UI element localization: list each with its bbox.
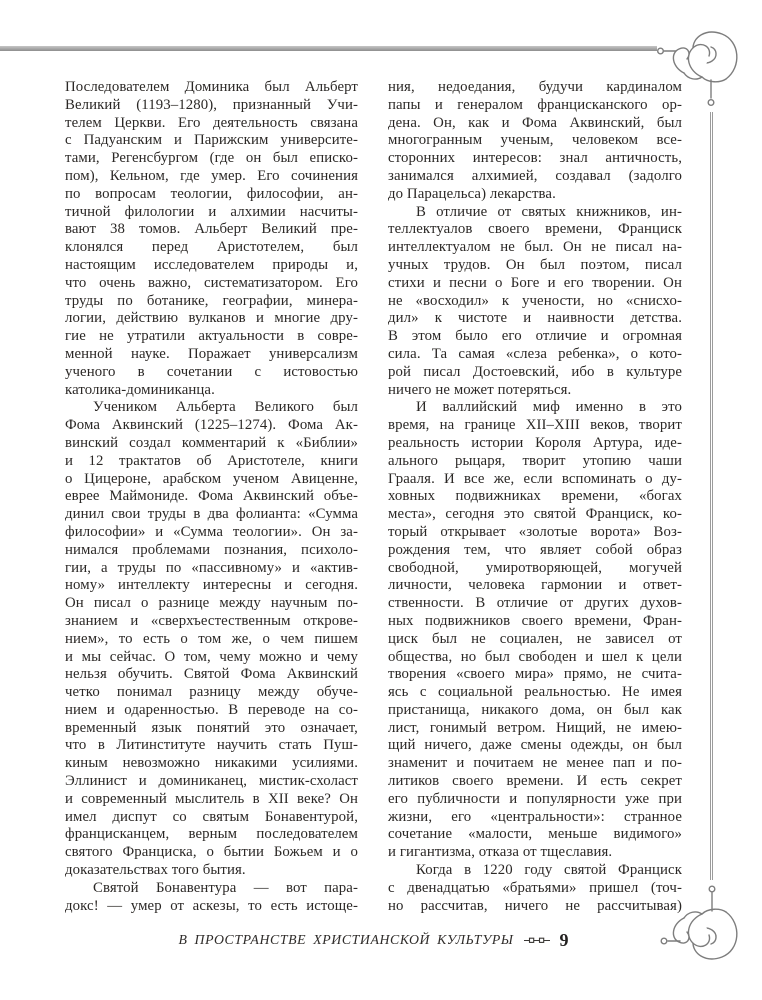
text-line: стихи и песни о Боге и его творении. Он: [388, 274, 682, 291]
text-line: что в Литинституте научить стать Пуш-: [65, 737, 358, 754]
text-line: с двенадцатью «братьями» пришел (точ-: [388, 879, 682, 896]
text-line: лист, гонимый ветром. Нищий, не имею-: [388, 719, 682, 736]
text-line: не «восходил» к учености, но «снисхо-: [388, 292, 682, 309]
text-line: труды по ботанике, географии, минера-: [65, 292, 358, 309]
text-line: Когда в 1220 году святой Франциск: [416, 862, 682, 879]
text-line: ничего не может потеряться.: [388, 381, 572, 398]
text-column-right: [388, 79, 682, 915]
text-line: и мы сейчас. О том, чему можно и чему: [65, 648, 358, 665]
text-line: творения «своего мира» прямо, не счита-: [388, 666, 682, 683]
text-line: клонялся перед Аристотелем, был: [65, 239, 358, 256]
text-line: киным невозможно никакими усилиями.: [65, 755, 358, 772]
text-line: ных подвижников своего времени, Фран-: [388, 612, 682, 629]
text-line: знаменит и почитаем не менее пап и по-: [388, 755, 682, 772]
text-line: занимался алхимией, создавал (задолго: [388, 167, 682, 184]
text-line: до Парацельса) лекарства.: [388, 185, 556, 202]
text-line: четко понимал разницу между обуче-: [65, 684, 358, 701]
text-line: Великий (1193–1280), признанный Учи-: [65, 96, 358, 113]
text-line: логии, действию вулканов и многие дру-: [65, 310, 358, 327]
text-line: время, на границе XII–XIII веков, творит: [388, 417, 682, 434]
text-line: нимался проблемами познания, психоло-: [65, 541, 358, 558]
text-line: и современный мыслитель в XII веке? Он: [65, 790, 358, 807]
text-line: нием и одаренностью. В переводе на со-: [65, 701, 358, 718]
text-line: Он писал о разнице между научным по-: [65, 595, 358, 612]
text-line: литиков своего времени. И есть секрет: [388, 773, 682, 790]
text-line: жизни, его «центральности»: странное: [388, 808, 682, 825]
text-line: тами, Регенсбургом (где он был еписко-: [65, 150, 358, 167]
text-line: о Цицероне, арабском ученом Авиценне,: [65, 470, 358, 487]
text-line: общества, но был свободен и шел к цели: [388, 648, 682, 665]
page-number: 9: [559, 929, 569, 950]
text-line: но рассчитав, ничего не рассчитывая): [388, 897, 682, 914]
text-line: ховных подвижниках времени, «богах: [388, 488, 682, 505]
text-line: циск был не социален, не зависел от: [388, 630, 682, 647]
footer: [65, 927, 682, 953]
text-line: И валлийский миф именно в это: [416, 399, 682, 416]
text-line: гии, а труды по «пассивному» и «актив-: [65, 559, 358, 576]
text-line: и гигантизма, отказа от тщеславия.: [388, 844, 613, 861]
text-line: философии» и «Сумма теологии». Он за-: [65, 523, 358, 540]
text-line: что очень важно, систематизатором. Его: [65, 274, 358, 291]
text-line: Эллинист и доминиканец, мистик-схоласт: [65, 773, 358, 790]
text-line: ному» интеллекту интересны и сегодня.: [65, 577, 358, 594]
text-line: сторонних интересов: знал античность,: [388, 150, 682, 167]
text-line: телем Церкви. Его деятельность связана: [65, 114, 358, 131]
text-line: настоящим исследователем природы и,: [65, 256, 358, 273]
text-line: католика-доминиканца.: [65, 381, 215, 398]
text-line: и 12 трактатов об Аристотеле, книги: [65, 452, 358, 469]
text-line: менной науке. Поражает универсализм: [65, 345, 358, 362]
text-line: Святой Бонавентура — вот пара-: [93, 879, 358, 896]
text-line: Грааля. И все же, если вспоминать о ду-: [388, 470, 682, 487]
right-margin-line: [710, 112, 713, 880]
text-line: францисканцем, верным последователем: [65, 826, 358, 843]
text-line: с Падуанским и Парижским университе-: [65, 132, 358, 149]
text-line: ученого в сочетании с истовостью: [65, 363, 358, 380]
text-line: святого Франциска, о бытии Божьем и о: [65, 844, 358, 861]
text-line: ственности. В отличие от других духов-: [388, 595, 682, 612]
text-line: докс! — умер от аскезы, то есть истоще-: [65, 897, 358, 914]
text-line: сила. Та самая «слеза ребенка», о кото-: [388, 345, 682, 362]
text-line: Последователем Доминика был Альберт: [65, 79, 358, 95]
text-line: торый открывает «золотые ворота» Воз-: [388, 523, 682, 540]
text-line: нельзя обучить. Святой Фома Аквинский: [65, 666, 358, 683]
text-line: динил свои труды в два фолианта: «Сумма: [65, 506, 358, 523]
text-line: щий ничего, даже смены одежды, он был: [388, 737, 682, 754]
text-line: Учеником Альберта Великого был: [93, 399, 358, 416]
text-line: многогранным ученым, человеком все-: [388, 132, 682, 149]
text-line: учных трудов. Он был поэтом, писал: [388, 256, 682, 273]
text-line: доказательствах того бытия.: [65, 862, 246, 879]
text-line: имел диспут со святым Бонавентурой,: [65, 808, 358, 825]
text-line: по вопросам теологии, философии, ан-: [65, 185, 358, 202]
text-line: нием», то есть о том же, о чем пишем: [65, 630, 358, 647]
footer-divider-icon: [524, 936, 550, 945]
text-line: личности, человека гармонии и ответ-: [388, 577, 682, 594]
text-line: винский создал комментарий к «Библии»: [65, 434, 358, 451]
text-line: рождения тем, что являет собой образ: [388, 541, 682, 558]
text-line: дена. Он, как и Фома Аквинский, был: [388, 114, 682, 131]
text-line: ния, недоедания, будучи кардиналом: [388, 79, 682, 95]
text-line: его публичности и популярности уже при: [388, 790, 682, 807]
text-line: Фома Аквинский (1225–1274). Фома Ак-: [65, 417, 358, 434]
text-line: теллектуалов своего времени, Франциск: [388, 221, 682, 238]
text-line: ального рыцаря, творит утопию чаши: [388, 452, 682, 469]
text-line: пристанища, никакого дома, он был как: [388, 701, 682, 718]
text-line: реальность истории Короля Артура, иде-: [388, 434, 682, 451]
text-line: знанием и «сверхъестественным открове-: [65, 612, 358, 629]
text-line: тичной филологии и алхимии насчиты-: [65, 203, 358, 220]
text-line: места», сегодня это святой Франциск, ко-: [388, 506, 682, 523]
text-column-left: [65, 79, 358, 915]
text-line: вают 38 томов. Альберт Великий пре-: [65, 221, 358, 238]
text-line: рой писал Достоевский, ибо в культуре: [388, 363, 682, 380]
text-line: дил» к чистоте и наивности детства.: [388, 310, 682, 327]
text-line: В отличие от святых книжников, ин-: [416, 203, 682, 220]
top-rule: [0, 46, 657, 51]
text-line: гие не утратили актуальности в совре-: [65, 328, 358, 345]
text-line: В этом было его отличие и огромная: [388, 328, 682, 345]
text-line: папы и генералом францисканского ор-: [388, 96, 682, 113]
text-line: свободной, умиротворяющей, могучей: [388, 559, 682, 576]
text-line: пом), Кельном, где умер. Его сочинения: [65, 167, 358, 184]
text-line: сочетание «малости, меньше видимого»: [388, 826, 682, 843]
text-line: еврее Маймониде. Фома Аквинский объе-: [65, 488, 358, 505]
text-line: интеллектуалом не был. Он не писал на-: [388, 239, 682, 256]
running-title: В ПРОСТРАНСТВЕ ХРИСТИАНСКОЙ КУЛЬТУРЫ: [178, 932, 514, 947]
text-line: временный язык понятий это означает,: [65, 719, 358, 736]
text-line: ясь с социальной реальностью. Не имея: [388, 684, 682, 701]
